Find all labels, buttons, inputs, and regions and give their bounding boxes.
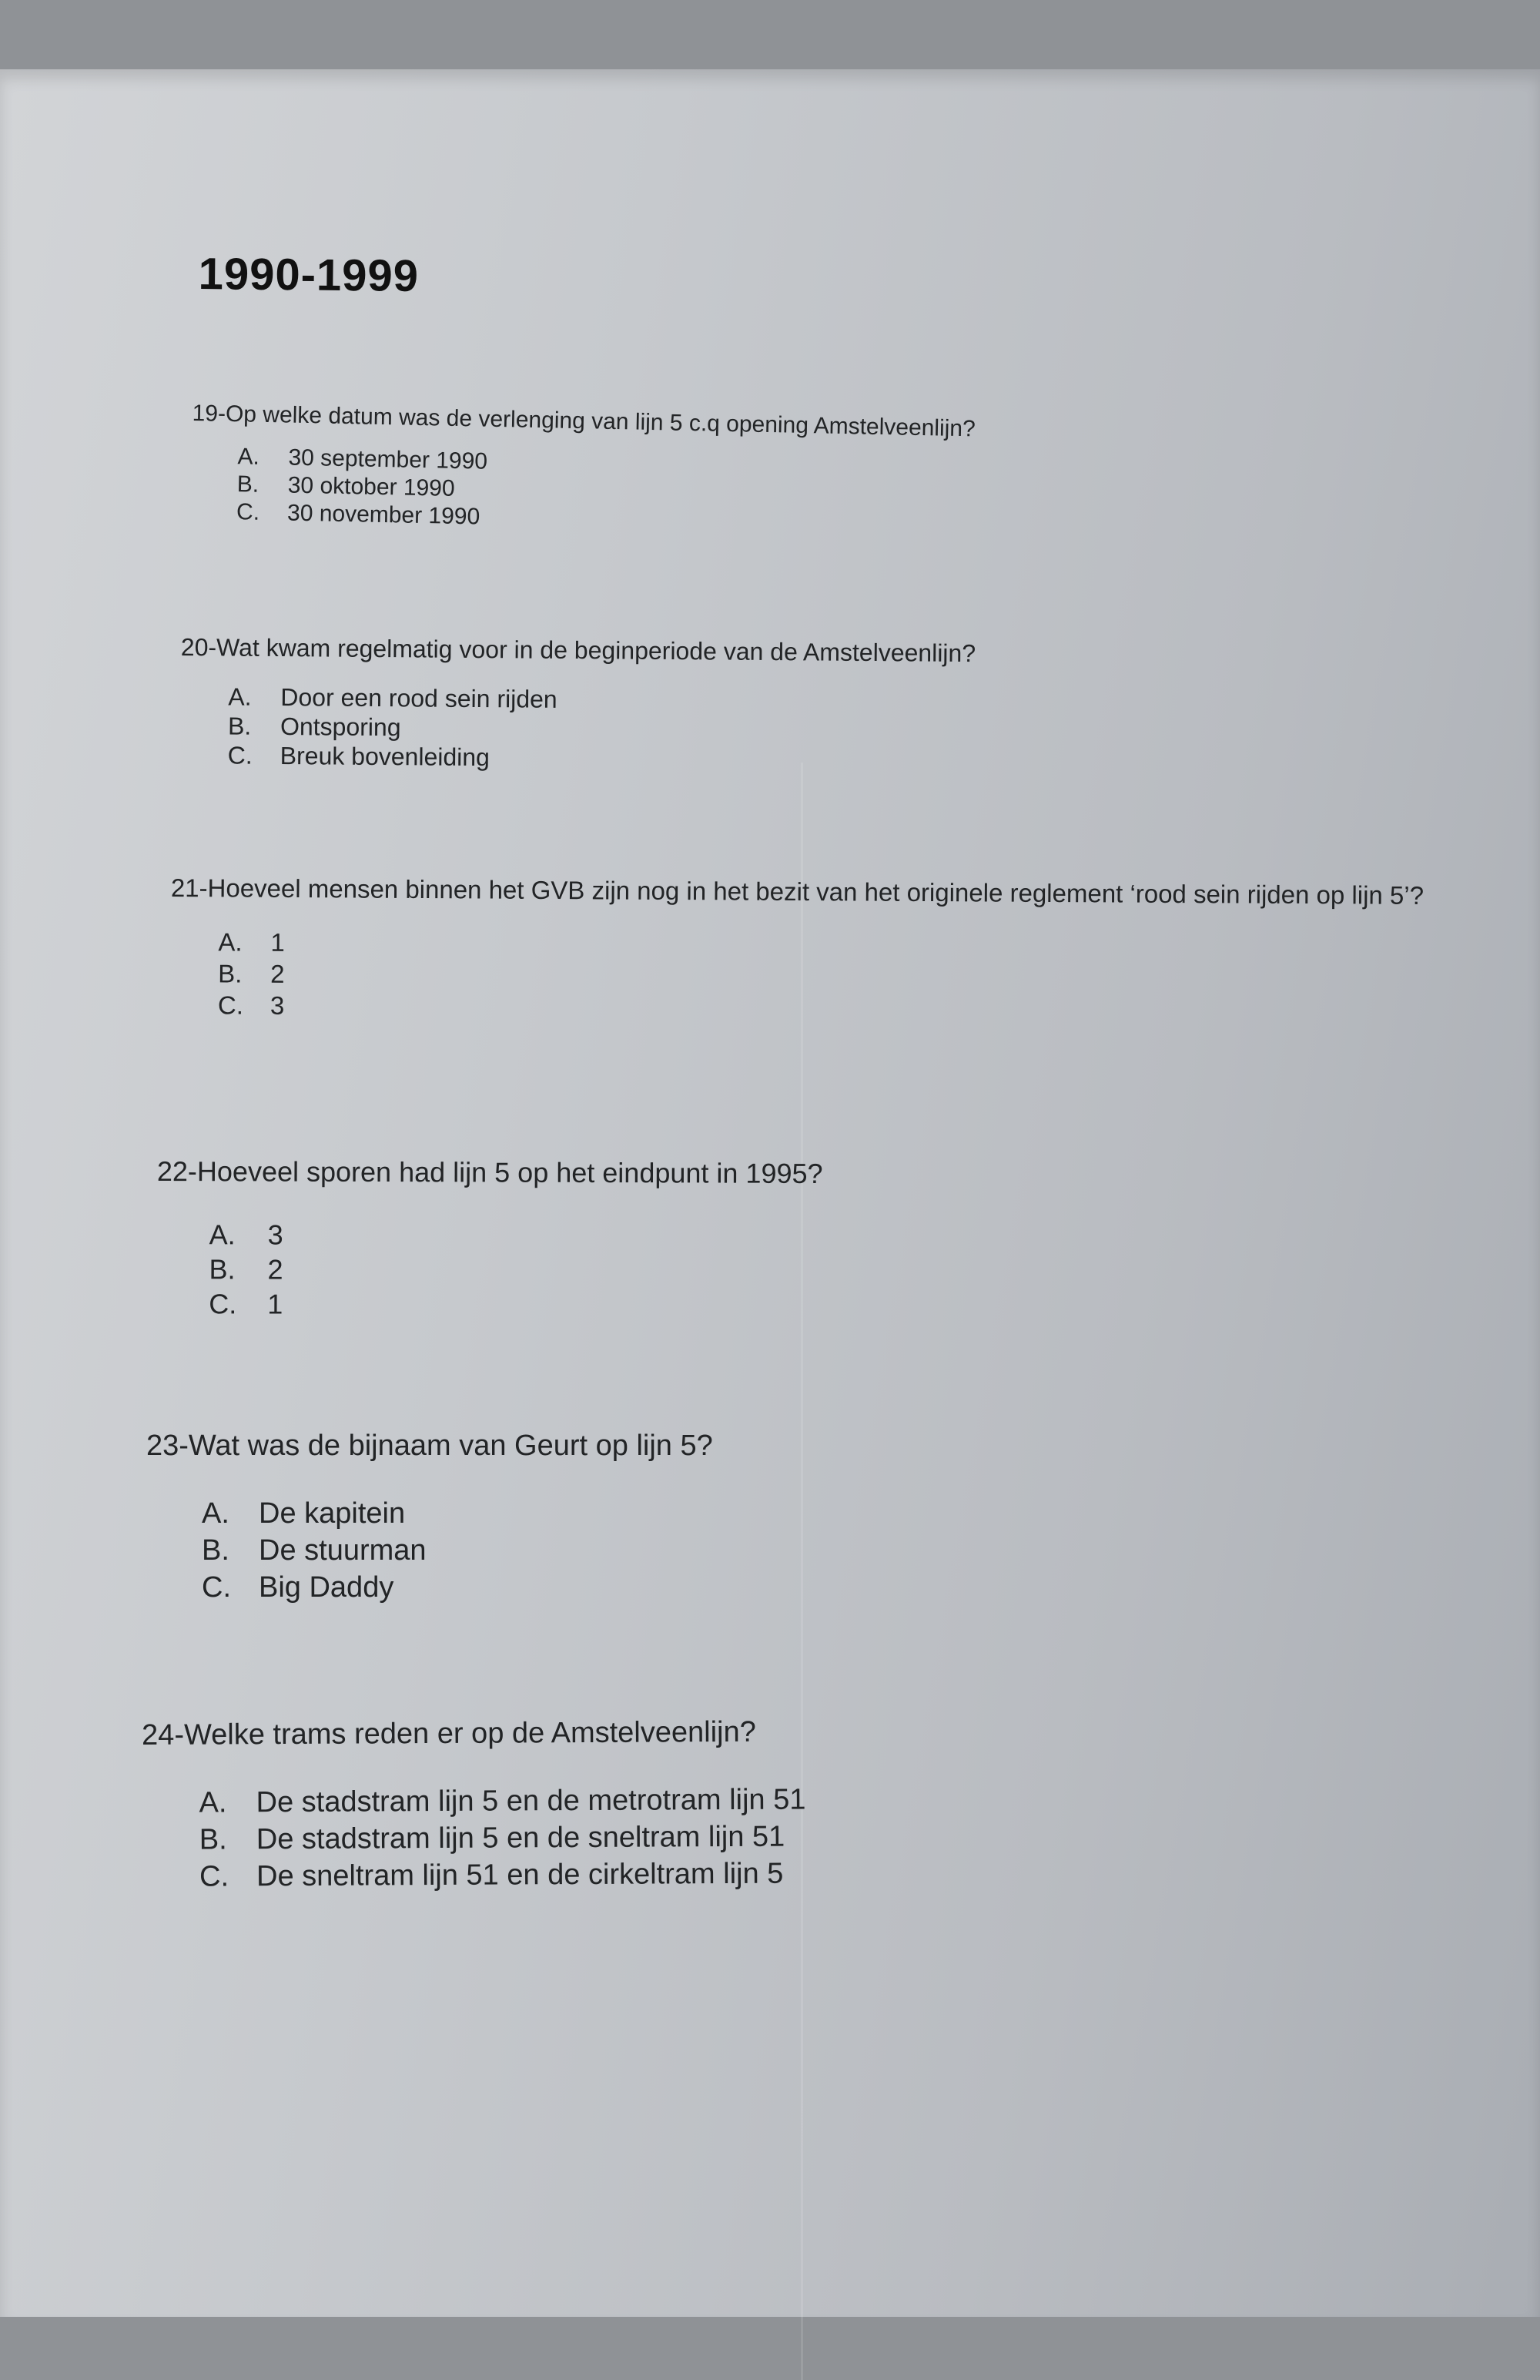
option-letter: A. xyxy=(228,682,252,711)
answer-options xyxy=(202,1495,713,1606)
option-text: 1 xyxy=(267,1288,283,1320)
option-text: De stadstram lijn 5 en de metrotram lijn 51 xyxy=(256,1783,806,1819)
option-letter: B. xyxy=(209,1253,236,1286)
answer-option-a xyxy=(199,1781,805,1821)
option-letter: B. xyxy=(202,1534,229,1567)
question-text: 23-Wat was de bijnaam van Geurt op lijn 5? xyxy=(146,1430,713,1462)
option-text: Breuk bovenleiding xyxy=(280,742,490,772)
option-letter: C. xyxy=(202,1571,231,1604)
answer-option-c xyxy=(209,1286,822,1323)
option-letter: B. xyxy=(199,1823,227,1856)
question-22 xyxy=(156,1155,822,1323)
question-19 xyxy=(190,401,976,541)
question-23 xyxy=(146,1430,713,1606)
option-letter: C. xyxy=(209,1288,237,1320)
option-text: Big Daddy xyxy=(259,1571,394,1604)
option-text: 3 xyxy=(270,991,285,1020)
question-20 xyxy=(180,633,976,776)
option-letter: A. xyxy=(218,927,243,957)
page-title: 1990-1999 xyxy=(198,248,420,301)
answer-options xyxy=(209,1217,822,1323)
answer-option-a xyxy=(202,1495,713,1532)
question-text: 21-Hoeveel mensen binnen het GVB zijn nog in het bezit van het originele reglement ‘rood sein rijden op lijn 5’? xyxy=(170,873,1424,910)
answer-option-b xyxy=(199,1818,806,1858)
option-letter: A. xyxy=(202,1497,229,1530)
option-text: 3 xyxy=(267,1218,283,1251)
option-text: 2 xyxy=(270,959,285,988)
option-text: De stuurman xyxy=(259,1534,427,1567)
option-text: De kapitein xyxy=(259,1497,406,1530)
answer-option-b xyxy=(209,1252,822,1289)
question-24 xyxy=(142,1715,806,1896)
option-text: 30 november 1990 xyxy=(286,500,480,530)
answer-options xyxy=(218,926,1465,1028)
option-text: Door een rood sein rijden xyxy=(280,683,557,713)
option-letter: A. xyxy=(237,444,260,470)
option-letter: C. xyxy=(217,991,244,1020)
answer-option-c xyxy=(228,740,976,776)
option-letter: C. xyxy=(236,499,260,525)
answer-options xyxy=(199,1781,806,1895)
question-text: 20-Wat kwam regelmatig voor in de beginperiode van de Amstelveenlijn? xyxy=(180,633,976,668)
option-text: De stadstram lijn 5 en de sneltram lijn 51 xyxy=(256,1820,785,1856)
answer-options xyxy=(228,682,976,776)
question-text: 24-Welke trams reden er op de Amstelveenlijn? xyxy=(142,1715,756,1751)
option-text: 1 xyxy=(270,927,285,957)
option-letter: C. xyxy=(199,1860,229,1893)
option-letter: A. xyxy=(199,1786,227,1819)
option-text: De sneltram lijn 51 en de cirkeltram lijn 5 xyxy=(256,1857,784,1893)
question-21 xyxy=(170,873,1465,1028)
option-letter: B. xyxy=(236,471,259,498)
option-text: 2 xyxy=(267,1253,283,1286)
option-letter: A. xyxy=(209,1218,236,1251)
option-text: Ontsporing xyxy=(280,712,401,742)
answer-option-b xyxy=(202,1532,713,1569)
option-letter: B. xyxy=(227,712,252,740)
answer-option-c xyxy=(199,1855,806,1895)
option-text: 30 oktober 1990 xyxy=(287,472,455,501)
answer-option-a xyxy=(209,1217,823,1254)
option-letter: C. xyxy=(227,741,253,769)
option-text: 30 september 1990 xyxy=(288,444,488,474)
question-text: 19-Op welke datum was de verlenging van lijn 5 c.q opening Amstelveenlijn? xyxy=(192,401,976,442)
question-text: 22-Hoeveel sporen had lijn 5 op het eindpunt in 1995? xyxy=(156,1155,823,1190)
option-letter: B. xyxy=(218,959,243,988)
answer-options xyxy=(236,443,975,541)
answer-option-c xyxy=(202,1569,713,1606)
